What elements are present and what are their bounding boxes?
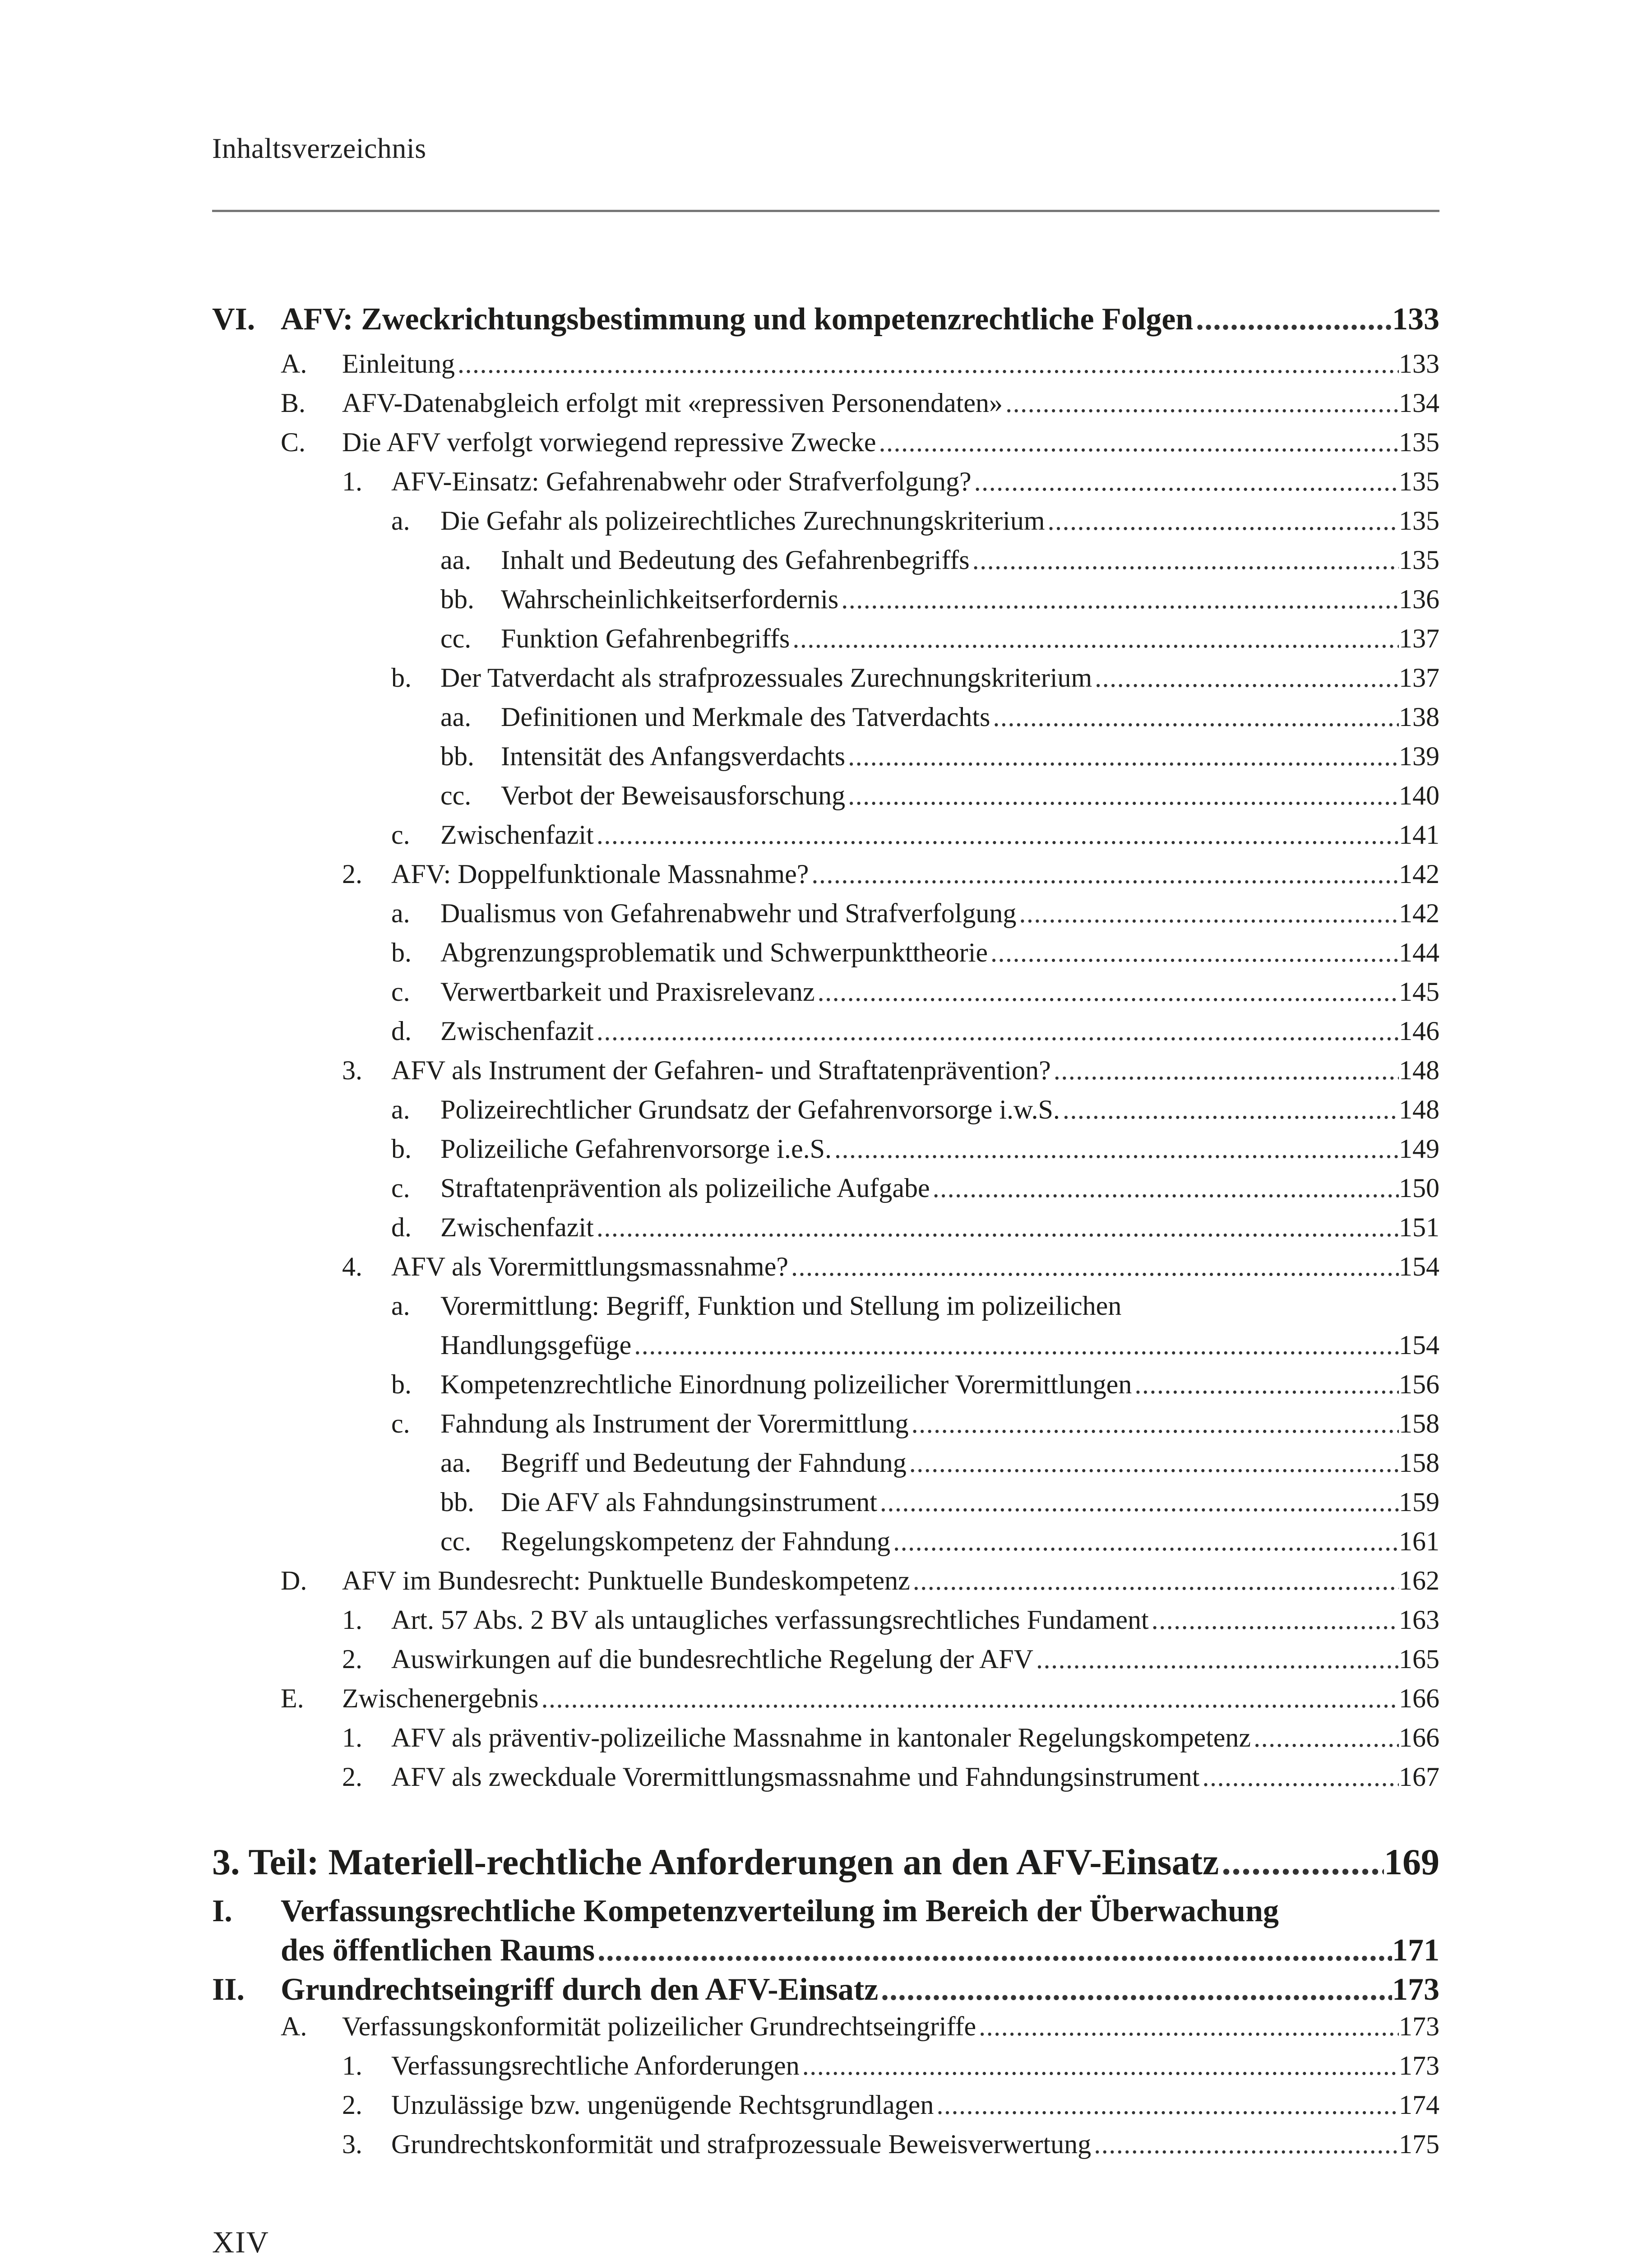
- dot-leader: [1003, 388, 1399, 419]
- toc-entry-page: 135: [1399, 467, 1439, 496]
- toc-entry-title: Verwertbarkeit und Praxisrelevanz: [440, 977, 815, 1007]
- toc-entry[interactable]: [212, 898, 1439, 929]
- dot-leader: [790, 623, 1399, 654]
- toc-entry[interactable]: [212, 780, 1439, 811]
- dot-leader: [1199, 1761, 1399, 1793]
- dot-leader: [809, 859, 1399, 890]
- toc-entry-title: Polizeirechtlicher Grundsatz der Gefahrenvorsorge i.w.S.: [440, 1095, 1060, 1124]
- toc-entry-page: 162: [1399, 1566, 1439, 1595]
- toc-entry-title: 3. Teil: Materiell-rechtliche Anforderungen an den AFV-Einsatz: [212, 1841, 1219, 1882]
- toc-entry-title: Zwischenfazit: [440, 1016, 594, 1046]
- toc-entry-page: 137: [1399, 624, 1439, 653]
- toc-entry-title: Art. 57 Abs. 2 BV als untaugliches verfassungsrechtliches Fundament: [391, 1605, 1149, 1635]
- toc-entry-title: AFV: Zweckrichtungsbestimmung und kompetenzrechtliche Folgen: [281, 302, 1194, 337]
- toc-entry[interactable]: [212, 1212, 1439, 1243]
- toc-entry-title: Auswirkungen auf die bundesrechtliche Regelung der AFV: [391, 1644, 1033, 1674]
- toc-entry-number: 2.: [342, 2090, 362, 2120]
- toc-entry-title: Intensität des Anfangsverdachts: [501, 741, 846, 771]
- toc-entry[interactable]: [212, 388, 1439, 419]
- toc-entry-page: 154: [1399, 1252, 1439, 1281]
- toc-entry[interactable]: [212, 819, 1439, 851]
- toc-entry-number: b.: [391, 663, 412, 693]
- toc-entry-number: 2.: [342, 1762, 362, 1792]
- toc-entry[interactable]: [212, 427, 1439, 458]
- toc-entry[interactable]: [212, 1761, 1439, 1793]
- dot-leader: [1051, 1055, 1399, 1086]
- toc-entry-number: a.: [391, 1291, 410, 1321]
- toc-entry-title: AFV: Doppelfunktionale Massnahme?: [391, 859, 809, 889]
- toc-entry[interactable]: [212, 702, 1439, 733]
- dot-leader: [1060, 1094, 1399, 1125]
- toc-entry-number: b.: [391, 1369, 412, 1399]
- toc-entry-number: B.: [281, 388, 306, 418]
- toc-entry[interactable]: [212, 1133, 1439, 1165]
- toc-entry[interactable]: [212, 1408, 1439, 1439]
- dot-leader: [788, 1251, 1399, 1282]
- toc-entry-page: 150: [1399, 1173, 1439, 1203]
- toc-entry-page: 171: [1392, 1933, 1439, 1968]
- toc-entry-number: a.: [391, 898, 410, 928]
- toc-entry-page: 137: [1399, 663, 1439, 693]
- dot-leader: [800, 2050, 1399, 2081]
- toc-entry-number: cc.: [440, 624, 472, 653]
- toc-entry[interactable]: [212, 545, 1439, 576]
- toc-entry-number: c.: [391, 977, 410, 1007]
- toc-entry[interactable]: [212, 1173, 1439, 1204]
- toc-entry[interactable]: [212, 2090, 1439, 2121]
- toc-entry-number: d.: [391, 1016, 412, 1046]
- dot-leader: [455, 348, 1399, 379]
- toc-entry-page: 134: [1399, 388, 1439, 418]
- dot-leader: [907, 1447, 1399, 1479]
- dot-leader: [594, 1016, 1399, 1047]
- toc-entry-page: 165: [1399, 1644, 1439, 1674]
- toc-entry-number: 4.: [342, 1252, 362, 1281]
- toc-entry-page: 174: [1399, 2090, 1439, 2120]
- toc-entry-number: VI.: [212, 302, 255, 337]
- toc-entry-page: 158: [1399, 1409, 1439, 1438]
- toc-entry[interactable]: [212, 1447, 1439, 1479]
- toc-entry[interactable]: [212, 1016, 1439, 1047]
- dot-leader: [930, 1173, 1399, 1204]
- toc-entry-page: 161: [1399, 1526, 1439, 1556]
- toc-entry-number: C.: [281, 427, 306, 457]
- toc-entry-page: 159: [1399, 1487, 1439, 1517]
- toc-entry-page: 135: [1399, 427, 1439, 457]
- toc-entry[interactable]: [212, 1972, 1439, 2008]
- toc-entry-number: bb.: [440, 584, 474, 614]
- toc-entry-number: cc.: [440, 1526, 472, 1556]
- toc-entry-title: Die AFV verfolgt vorwiegend repressive Zwecke: [342, 427, 876, 457]
- toc-entry-number: aa.: [440, 702, 472, 732]
- toc-entry-title: Begriff und Bedeutung der Fahndung: [501, 1448, 907, 1478]
- toc-entry[interactable]: [212, 1369, 1439, 1400]
- dot-leader: [595, 1932, 1392, 1969]
- toc-entry[interactable]: [212, 1722, 1439, 1753]
- toc-entry-page: 141: [1399, 820, 1439, 850]
- toc-entry-title: Inhalt und Bedeutung des Gefahrenbegriffs: [501, 545, 970, 575]
- toc-entry-number: II.: [212, 1972, 245, 2007]
- toc-entry-page: 138: [1399, 702, 1439, 732]
- toc-entry-page: 133: [1392, 302, 1439, 337]
- dot-leader: [976, 2011, 1399, 2042]
- toc-entry-title: Funktion Gefahrenbegriffs: [501, 624, 790, 653]
- toc-entry-page: 166: [1399, 1683, 1439, 1713]
- toc-entry-title: Polizeiliche Gefahrenvorsorge i.e.S.: [440, 1134, 832, 1164]
- toc-entry-title: Die AFV als Fahndungsinstrument: [501, 1487, 877, 1517]
- toc-entry-title: Regelungskompetenz der Fahndung: [501, 1526, 891, 1556]
- toc-entry-page: 133: [1399, 349, 1439, 379]
- toc-entry-page: 158: [1399, 1448, 1439, 1478]
- toc-entry-title: Zwischenfazit: [440, 1212, 594, 1242]
- toc-entry-title: Dualismus von Gefahrenabwehr und Strafverfolgung: [440, 898, 1017, 928]
- toc-entry-title: Abgrenzungsproblematik und Schwerpunkttheorie: [440, 938, 988, 967]
- dot-leader: [594, 819, 1399, 851]
- toc-entry-page: 154: [1399, 1330, 1439, 1360]
- dot-leader: [1045, 505, 1399, 536]
- toc-entry[interactable]: [212, 1487, 1439, 1518]
- toc-entry-page: 135: [1399, 545, 1439, 575]
- dot-leader: [1132, 1369, 1399, 1400]
- toc-entry-page: 145: [1399, 977, 1439, 1007]
- toc-entry-title: Kompetenzrechtliche Einordnung polizeilicher Vorermittlungen: [440, 1369, 1132, 1399]
- toc-entry[interactable]: [212, 584, 1439, 615]
- dot-leader: [594, 1212, 1399, 1243]
- toc-entry-title: Zwischenfazit: [440, 820, 594, 850]
- toc-entry-title: Der Tatverdacht als strafprozessuales Zurechnungskriterium: [440, 663, 1092, 693]
- toc-entry-page: 175: [1399, 2129, 1439, 2159]
- dot-leader: [1016, 898, 1399, 929]
- dot-leader: [990, 702, 1399, 733]
- toc-entry-title: AFV-Einsatz: Gefahrenabwehr oder Strafverfolgung?: [391, 467, 972, 496]
- dot-leader: [1033, 1644, 1399, 1675]
- toc-entry[interactable]: [212, 348, 1439, 379]
- dot-leader: [832, 1133, 1399, 1165]
- dot-leader: [910, 1565, 1399, 1596]
- toc-entry-number: 3.: [342, 1055, 362, 1085]
- toc-entry[interactable]: [212, 2050, 1439, 2081]
- toc-entry-number: a.: [391, 506, 410, 536]
- dot-leader: [934, 2090, 1399, 2121]
- dot-leader: [845, 780, 1399, 811]
- toc-entry-number: 2.: [342, 859, 362, 889]
- toc-entry-page: 156: [1399, 1369, 1439, 1399]
- toc-entry-number: cc.: [440, 781, 472, 810]
- toc-entry-number: a.: [391, 1095, 410, 1124]
- toc-entry[interactable]: [212, 1683, 1439, 1714]
- toc-entry-multiline[interactable]: [212, 1290, 1439, 1322]
- toc-entry-page: 139: [1399, 741, 1439, 771]
- toc-entry[interactable]: [212, 301, 1439, 337]
- toc-entry-page: 146: [1399, 1016, 1439, 1046]
- toc-entry-number: aa.: [440, 1448, 472, 1478]
- toc-entry-page: 149: [1399, 1134, 1439, 1164]
- toc-entry-title: AFV als Vorermittlungsmassnahme?: [391, 1252, 788, 1281]
- toc-entry-page: 136: [1399, 584, 1439, 614]
- toc-entry[interactable]: [212, 937, 1439, 968]
- dot-leader: [878, 1972, 1392, 2008]
- toc-entry[interactable]: [212, 1094, 1439, 1125]
- toc-entry-number: 1.: [342, 1723, 362, 1752]
- toc-entry-title-continued: des öffentlichen Raums: [281, 1933, 595, 1968]
- toc-entry-page: 135: [1399, 506, 1439, 536]
- toc-entry-title: Verbot der Beweisausforschung: [501, 781, 846, 810]
- toc-entry[interactable]: [212, 2011, 1439, 2042]
- dot-leader: [877, 1487, 1399, 1518]
- toc-entry-page: 151: [1399, 1212, 1439, 1242]
- dot-leader: [988, 937, 1399, 968]
- toc-entry-number: I.: [212, 1894, 232, 1928]
- running-header: Inhaltsverzeichnis: [212, 132, 426, 164]
- toc-entry-title: AFV als zweckduale Vorermittlungsmassnahme und Fahndungsinstrument: [391, 1762, 1200, 1792]
- dot-leader: [845, 741, 1399, 772]
- toc-entry[interactable]: [212, 2129, 1439, 2160]
- dot-leader: [538, 1683, 1399, 1714]
- dot-leader: [972, 466, 1399, 497]
- toc-entry-title: Zwischenergebnis: [342, 1683, 539, 1713]
- toc-entry[interactable]: [212, 1251, 1439, 1282]
- toc-entry-page: 166: [1399, 1723, 1439, 1752]
- toc-entry-title: Verfassungskonformität polizeilicher Grundrechtseingriffe: [342, 2011, 976, 2041]
- dot-leader: [1219, 1841, 1384, 1883]
- toc-entry-title: Wahrscheinlichkeitserfordernis: [501, 584, 839, 614]
- toc-entry[interactable]: [212, 1565, 1439, 1596]
- toc-entry-number: c.: [391, 1409, 410, 1438]
- toc-entry-title: Unzulässige bzw. ungenügende Rechtsgrundlagen: [391, 2090, 934, 2120]
- toc-entry[interactable]: [212, 623, 1439, 654]
- toc-entry-number: D.: [281, 1566, 307, 1595]
- toc-entry[interactable]: [212, 662, 1439, 693]
- dot-leader: [1092, 662, 1399, 693]
- dot-leader: [909, 1408, 1399, 1439]
- toc-entry-title: Verfassungsrechtliche Kompetenzverteilung im Bereich der Überwachung: [281, 1894, 1279, 1928]
- toc-entry-page: 148: [1399, 1095, 1439, 1124]
- toc-entry-number: 1.: [342, 1605, 362, 1635]
- toc-entry-number: d.: [391, 1212, 412, 1242]
- toc-entry-page: 167: [1399, 1762, 1439, 1792]
- dot-leader: [970, 545, 1399, 576]
- toc-entry-title: Grundrechtskonformität und strafprozessuale Beweisverwertung: [391, 2129, 1092, 2159]
- toc-entry-number: b.: [391, 938, 412, 967]
- toc-entry-multiline[interactable]: [212, 1893, 1439, 1929]
- toc-entry-page: 140: [1399, 781, 1439, 810]
- toc-entry-number: aa.: [440, 545, 472, 575]
- toc-entry-number: E.: [281, 1683, 304, 1713]
- dot-leader: [1193, 301, 1392, 337]
- toc-entry-page: 169: [1384, 1841, 1439, 1882]
- toc-entry-number: A.: [281, 2011, 307, 2041]
- toc-entry-title: AFV-Datenabgleich erfolgt mit «repressiven Personendaten»: [342, 388, 1003, 418]
- toc-entry[interactable]: [212, 505, 1439, 536]
- toc-entry-title: AFV als präventiv-polizeiliche Massnahme in kantonaler Regelungskompetenz: [391, 1723, 1251, 1752]
- toc-entry-number: 3.: [342, 2129, 362, 2159]
- dot-leader: [838, 584, 1399, 615]
- toc-entry-number: 1.: [342, 467, 362, 496]
- toc-entry[interactable]: [212, 976, 1439, 1008]
- dot-leader: [876, 427, 1399, 458]
- toc-entry-page: 148: [1399, 1055, 1439, 1085]
- toc-entry[interactable]: [212, 1526, 1439, 1557]
- toc-entry-number: bb.: [440, 1487, 474, 1517]
- toc-entry[interactable]: [212, 859, 1439, 890]
- toc-entry-page: 142: [1399, 898, 1439, 928]
- toc-entry-title: Fahndung als Instrument der Vorermittlung: [440, 1409, 909, 1438]
- page-number: XIV: [212, 2225, 269, 2256]
- dot-leader: [1251, 1722, 1399, 1753]
- toc-entry-title: Definitionen und Merkmale des Tatverdachts: [501, 702, 990, 732]
- toc-entry[interactable]: [212, 466, 1439, 497]
- toc-entry[interactable]: [212, 741, 1439, 772]
- toc-entry-page: 144: [1399, 938, 1439, 967]
- table-of-contents: [212, 0, 1439, 2256]
- toc-entry-title: Grundrechtseingriff durch den AFV-Einsatz: [281, 1972, 879, 2007]
- toc-entry[interactable]: [212, 1604, 1439, 1636]
- dot-leader: [815, 976, 1399, 1008]
- dot-leader: [890, 1526, 1399, 1557]
- toc-entry-title: Vorermittlung: Begriff, Funktion und Stellung im polizeilichen: [440, 1291, 1122, 1321]
- toc-entry[interactable]: [212, 1055, 1439, 1086]
- toc-entry-number: A.: [281, 349, 307, 379]
- toc-entry-page: 173: [1399, 2051, 1439, 2080]
- dot-leader: [1149, 1604, 1399, 1636]
- toc-entry-number: c.: [391, 1173, 410, 1203]
- dot-leader: [631, 1330, 1399, 1361]
- toc-entry-title: Einleitung: [342, 349, 455, 379]
- toc-entry-title: Die Gefahr als polizeirechtliches Zurechnungskriterium: [440, 506, 1045, 536]
- dot-leader: [1091, 2129, 1399, 2160]
- toc-entry-title-continued: Handlungsgefüge: [440, 1330, 632, 1360]
- toc-entry-title: Verfassungsrechtliche Anforderungen: [391, 2051, 800, 2080]
- toc-entry-number: bb.: [440, 741, 474, 771]
- toc-entry-title: AFV als Instrument der Gefahren- und Straftatenprävention?: [391, 1055, 1051, 1085]
- toc-entry-page: 163: [1399, 1605, 1439, 1635]
- toc-entry-number: 1.: [342, 2051, 362, 2080]
- toc-entry-title: AFV im Bundesrecht: Punktuelle Bundeskompetenz: [342, 1566, 910, 1595]
- toc-entry-continuation[interactable]: [212, 1932, 1439, 1969]
- toc-entry-page: 173: [1392, 1972, 1439, 2007]
- toc-entry[interactable]: [212, 1644, 1439, 1675]
- toc-entry-title: Straftatenprävention als polizeiliche Aufgabe: [440, 1173, 930, 1203]
- toc-entry-page: 142: [1399, 859, 1439, 889]
- toc-part-heading[interactable]: [212, 1841, 1439, 1883]
- toc-entry-number: 2.: [342, 1644, 362, 1674]
- toc-entry-continuation[interactable]: [212, 1330, 1439, 1361]
- toc-entry-number: b.: [391, 1134, 412, 1164]
- toc-entry-page: 173: [1399, 2011, 1439, 2041]
- toc-entry-number: c.: [391, 820, 410, 850]
